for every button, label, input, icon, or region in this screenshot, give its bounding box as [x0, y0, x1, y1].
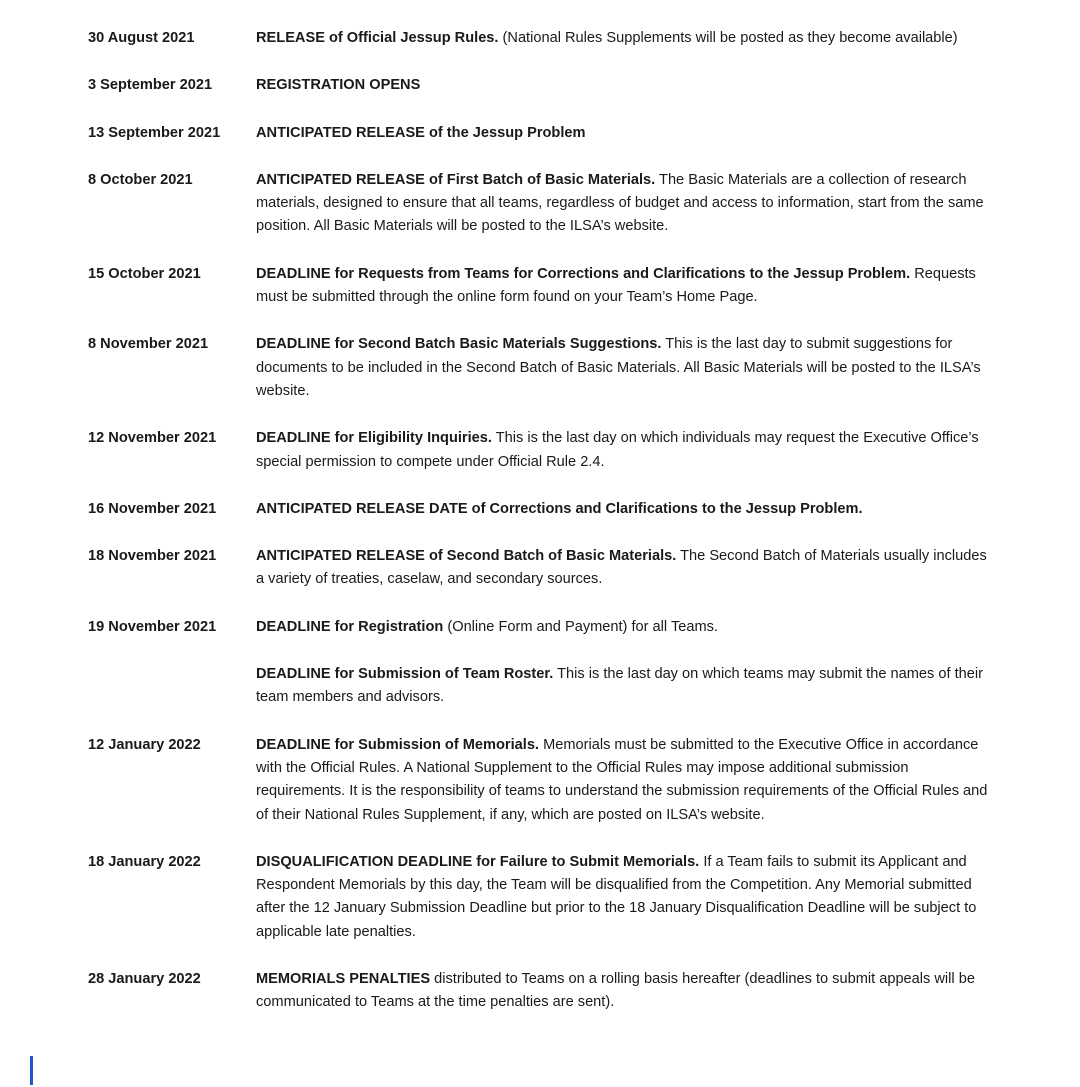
entry-lead: DEADLINE for Registration — [256, 618, 444, 635]
entry-lead: DEADLINE for Second Batch Basic Materials Suggestions. — [256, 336, 662, 353]
entry-body: The Second Batch of Materials usually includes a variety of treaties, caselaw, and secondary sources. — [256, 548, 987, 588]
entry-lead: DEADLINE for Submission of Memorials. — [256, 736, 539, 753]
entry-date: 28 January 2022 — [88, 971, 201, 988]
timeline-entry — [0, 968, 1080, 1015]
entry-body: Requests must be submitted through the online form found on your Team’s Home Page. — [256, 265, 976, 306]
timeline-entry — [0, 27, 1080, 50]
entry-content — [256, 122, 992, 145]
entry-date: 3 September 2021 — [88, 77, 213, 94]
entry-lead: ANTICIPATED RELEASE of the Jessup Problem — [256, 124, 586, 141]
entry-lead: ANTICIPATED RELEASE of First Batch of Basic Materials. — [256, 171, 656, 188]
entry-content — [256, 74, 992, 97]
entry-lead: DEADLINE for Requests from Teams for Corrections and Clarifications to the Jessup Problem. — [256, 265, 911, 282]
entry-body: Memorials must be submitted to the Executive Office in accordance with the Official Rules. A National Supplement to the Official Rules may impose additional submission requirements. It is the responsibility of teams to understand the submission requirements of the Official Rules and of their National Rules Supplement, if any, which are posted on ILSA’s website. — [256, 736, 988, 823]
timeline-entry — [0, 734, 1080, 827]
entry-body: This is the last day on which teams may submit the names of their team members and advisors. — [256, 666, 983, 706]
timeline-entry — [0, 663, 1080, 710]
entry-date: 8 October 2021 — [88, 171, 193, 188]
entry-content — [256, 333, 992, 403]
entry-body: If a Team fails to submit its Applicant and Respondent Memorials by this day, the Team will be disqualified from the Competition. Any Memorial submitted after the 12 January Submission Deadline but prior to the 18 January Disqualification Deadline will be subject to applicable late penalties. — [256, 853, 977, 940]
entry-lead: ANTICIPATED RELEASE DATE of Corrections and Clarifications to the Jessup Problem. — [256, 500, 863, 517]
entry-content — [256, 734, 992, 827]
entry-body: (Online Form and Payment) for all Teams. — [447, 618, 718, 635]
entry-date: 12 January 2022 — [88, 736, 201, 753]
entry-content — [256, 616, 992, 639]
entry-date — [88, 663, 256, 710]
timeline-entry — [0, 74, 1080, 97]
entry-content — [256, 851, 992, 944]
entry-content — [256, 27, 992, 50]
timeline-entry — [0, 616, 1080, 639]
entry-content — [256, 968, 992, 1015]
entry-lead: DISQUALIFICATION DEADLINE for Failure to Submit Memorials. — [256, 853, 700, 870]
text-cursor — [30, 1056, 33, 1085]
entry-date: 16 November 2021 — [88, 500, 217, 517]
timeline-entry — [0, 498, 1080, 521]
entry-body: This is the last day on which individuals may request the Executive Office’s special permission to compete under Official Rule 2.4. — [256, 430, 979, 470]
entry-content — [256, 427, 992, 474]
entry-content — [256, 545, 992, 592]
entry-content — [256, 263, 992, 310]
entry-body: This is the last day to submit suggestions for documents to be included in the Second Batch of Basic Materials. All Basic Materials will be posted to the ILSA’s website. — [256, 336, 981, 399]
entry-lead: DEADLINE for Submission of Team Roster. — [256, 666, 554, 683]
entry-date: 8 November 2021 — [88, 336, 209, 353]
entry-lead: ANTICIPATED RELEASE of Second Batch of Basic Materials. — [256, 548, 677, 565]
entry-body: distributed to Teams on a rolling basis hereafter (deadlines to submit appeals will be communicated to Teams at the time penalties are sent). — [256, 971, 975, 1011]
entry-lead: MEMORIALS PENALTIES — [256, 971, 431, 988]
entry-body: The Basic Materials are a collection of research materials, designed to ensure that all teams, regardless of budget and access to information, start from the same position. All Basic Materials will be posted to the ILSA’s website. — [256, 171, 984, 235]
entry-lead: RELEASE of Official Jessup Rules. — [256, 30, 499, 46]
timeline-entry — [0, 851, 1080, 944]
entry-date: 18 January 2022 — [88, 853, 201, 870]
timeline-entry — [0, 545, 1080, 592]
entry-date: 15 October 2021 — [88, 265, 201, 282]
entry-body: (National Rules Supplements will be posted as they become available) — [502, 30, 958, 46]
entry-date: 18 November 2021 — [88, 548, 217, 565]
entry-date: 12 November 2021 — [88, 430, 217, 447]
timeline-entry — [0, 169, 1080, 239]
entry-content — [256, 498, 992, 521]
entry-lead: DEADLINE for Eligibility Inquiries. — [256, 430, 492, 447]
entry-content — [256, 663, 992, 710]
entry-date: 19 November 2021 — [88, 618, 217, 635]
entry-date: 30 August 2021 — [88, 30, 195, 46]
entry-lead: REGISTRATION OPENS — [256, 77, 421, 94]
timeline-entry — [0, 122, 1080, 145]
timeline-entry — [0, 333, 1080, 403]
entry-date: 13 September 2021 — [88, 124, 221, 141]
timeline-entry — [0, 427, 1080, 474]
entry-content — [256, 169, 992, 239]
timeline-entry — [0, 263, 1080, 310]
